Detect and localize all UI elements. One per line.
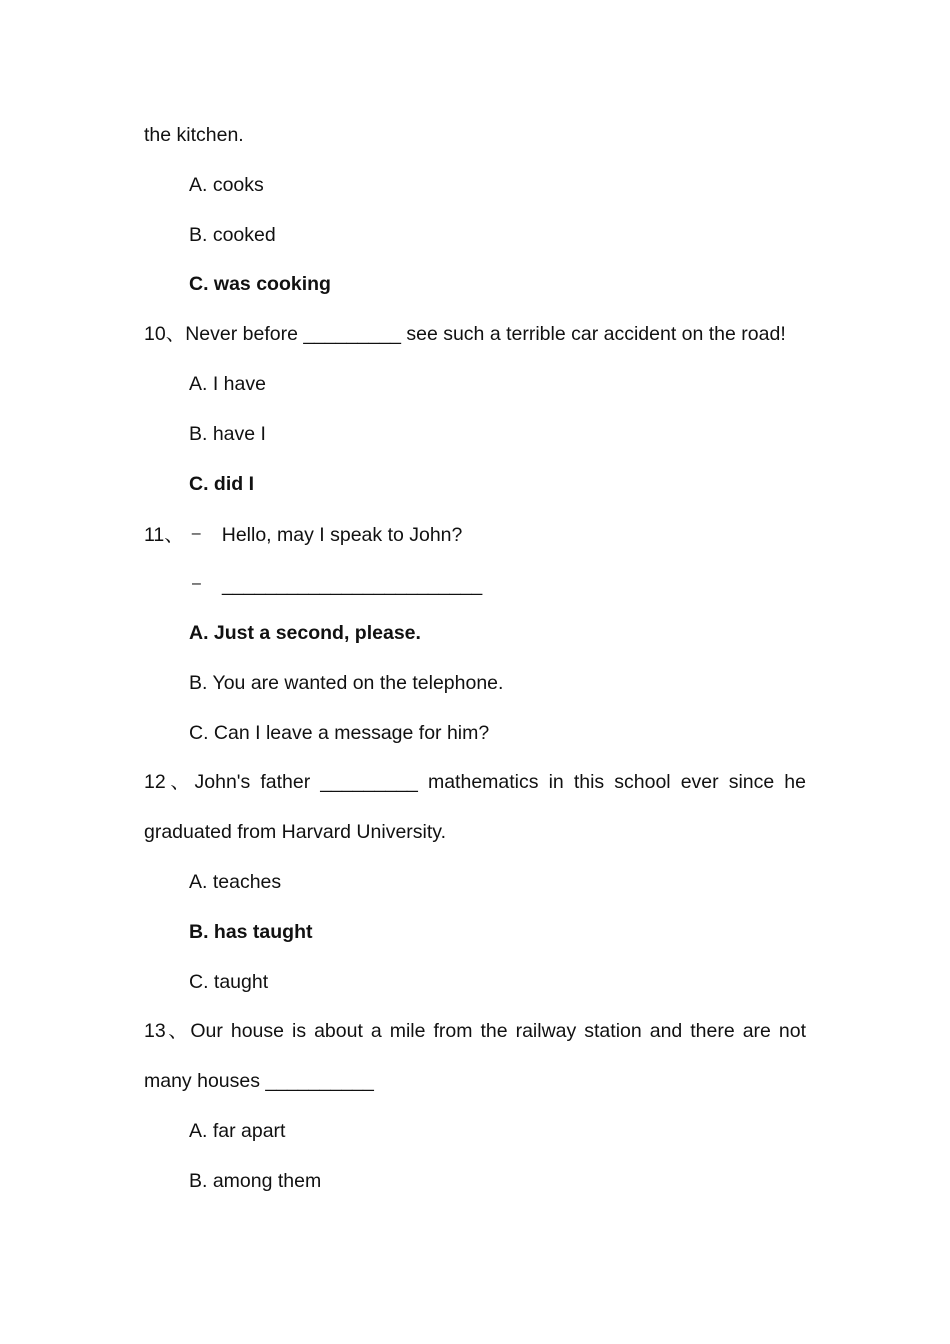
q11-option-a-answer: A. Just a second, please. — [189, 621, 421, 644]
q10-option-b: B. have I — [189, 422, 266, 445]
exam-page — [144, 111, 806, 1207]
q11-number: 11、 — [144, 524, 184, 547]
q10-option-a: A. I have — [189, 372, 266, 395]
question-13-stem-line-2: many houses __________ — [144, 1070, 374, 1093]
q11-dialogue-line-1: Hello, may I speak to John? — [221, 524, 463, 547]
q11-option-c: C. Can I leave a message for him? — [189, 721, 490, 744]
q12-option-a: A. teaches — [189, 870, 282, 893]
q11-dash-2: – — [192, 575, 201, 593]
q9-option-b: B. cooked — [189, 223, 276, 246]
question-12-stem-line-1: 12、John's father _________ mathematics in this school ever since he — [144, 771, 806, 794]
question-12-stem-line-2: graduated from Harvard University. — [144, 821, 447, 844]
q11-dialogue-reply — [144, 559, 806, 609]
q12-option-b-answer: B. has taught — [189, 920, 313, 943]
q13-option-b: B. among them — [189, 1169, 322, 1192]
q12-option-c: C. taught — [189, 970, 269, 993]
q11-dialogue-line-2: ________________________ — [222, 574, 483, 597]
question-10-stem: 10、Never before _________ see such a terrible car accident on the road! — [144, 323, 786, 346]
question-11-stem — [144, 509, 806, 559]
q9-option-c-answer: C. was cooking — [189, 273, 331, 296]
q11-dash-1: – — [191, 525, 201, 543]
q13-option-a: A. far apart — [189, 1119, 286, 1142]
q11-option-b: B. You are wanted on the telephone. — [189, 671, 504, 694]
question-9-continuation: the kitchen. — [144, 124, 244, 146]
q10-option-c-answer: C. did I — [189, 472, 254, 495]
question-13-stem-line-1: 13、Our house is about a mile from the railway station and there are not — [144, 1020, 806, 1043]
q9-option-a: A. cooks — [189, 173, 264, 196]
